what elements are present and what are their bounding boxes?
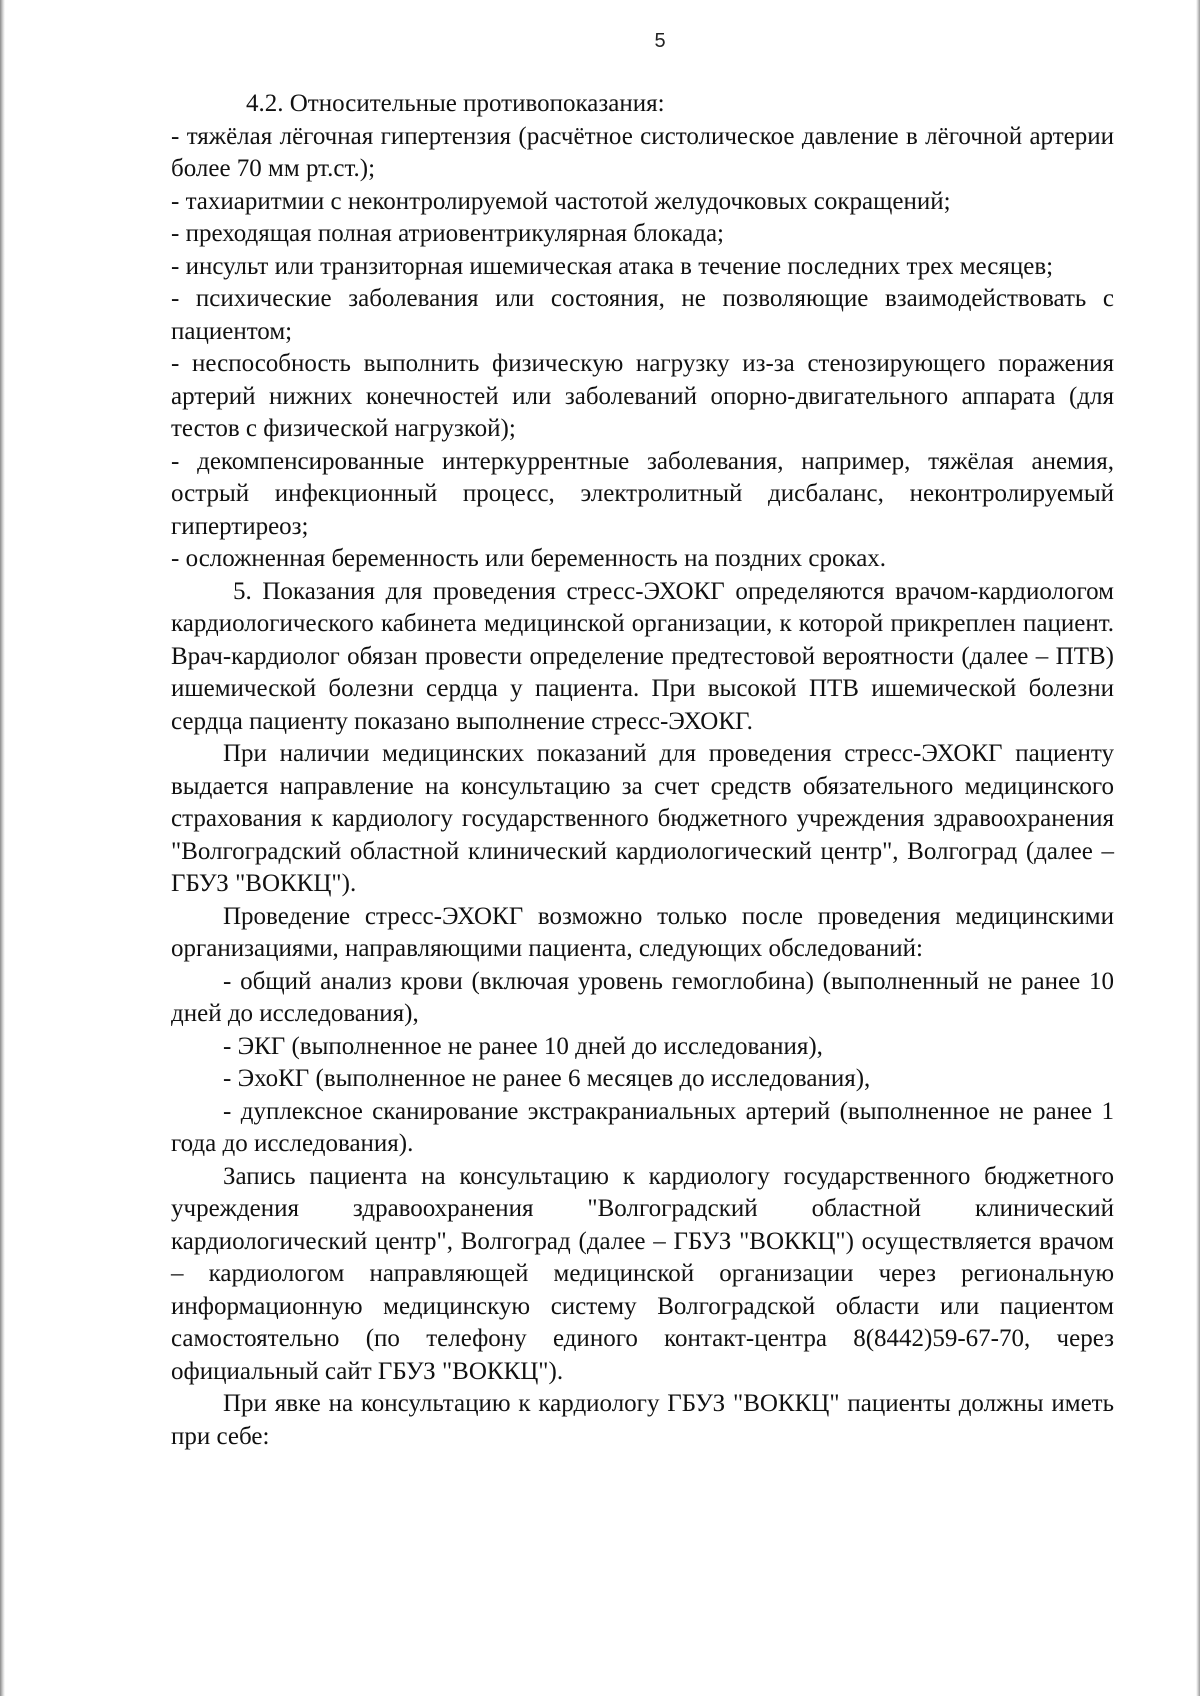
contraindication-item: - осложненная беременность или беременность на поздних сроках. — [171, 545, 887, 572]
scan-edge-right — [1196, 0, 1200, 1696]
contraindication-item: - декомпенсированные интеркуррентные заболевания, например, тяжёлая анемия, острый инфекционный процесс, электролитный дисбаланс, неконтролируемый гипертиреоз; — [171, 447, 1121, 540]
contraindication-item: - тахиаритмии с неконтролируемой частотой желудочковых сокращений; — [171, 187, 951, 215]
contraindication-item: - тяжёлая лёгочная гипертензия (расчётное систолическое давление в лёгочной артерии более 70 мм рт.ст.); — [171, 122, 1121, 182]
paragraph-indications: 5. Показания для проведения стресс-ЭХОКГ определяются врачом-кардиологом кардиологического кабинета медицинской организации, к которой прикреплен пациент. Врач-кардиолог обязан провести определение предтестовой вероятности (далее – ПТВ) ишемической болезни сердца у пациента. При высокой ПТВ ишемической болезни сердца пациенту показано выполнение стресс-ЭХОКГ. — [171, 577, 1121, 735]
paragraph-bring: При явке на консультацию к кардиологу ГБУЗ "ВОККЦ" пациенты должны иметь при себе: — [171, 1390, 1121, 1450]
exam-item: - ЭКГ (выполненное не ранее 10 дней до исследования), — [223, 1032, 823, 1060]
paragraph-appointment: Запись пациента на консультацию к кардиологу государственного бюджетного учреждения здравоохранения "Волгоградский областной клинический кардиологический центр", Волгоград (далее – ГБУЗ "ВОККЦ") осуществляется врачом – кардиологом направляющей медицинской организации через региональную информационную медицинскую систему Волгоградской области или пациентом самостоятельно (по телефону единого контакт-центра 8(8442)59-67-70, через официальный сайт ГБУЗ "ВОККЦ"). — [171, 1162, 1121, 1385]
contraindication-item: - психические заболевания или состояния, не позволяющие взаимодействовать с пациентом; — [171, 285, 1121, 345]
scan-edge-left — [0, 0, 5, 1696]
paragraph-referral: При наличии медицинских показаний для проведения стресс-ЭХОКГ пациенту выдается направление на консультацию за счет средств обязательного медицинского страхования к кардиологу государственного бюджетного учреждения здравоохранения "Волгоградский областной клинический кардиологический центр", Волгоград (далее – ГБУЗ "ВОККЦ"). — [171, 740, 1121, 897]
exam-item: - дуплексное сканирование экстракраниальных артерий (выполненное не ранее 1 года до исследования). — [171, 1097, 1121, 1157]
exam-item: - общий анализ крови (включая уровень гемоглобина) (выполненный не ранее 10 дней до исследования), — [171, 967, 1121, 1027]
contraindication-item: - преходящая полная атриовентрикулярная блокада; — [171, 220, 725, 247]
document-body — [171, 88, 1121, 1453]
contraindication-item: - инсульт или транзиторная ишемическая атака в течение последних трех месяцев; — [171, 252, 1054, 280]
section-heading: 4.2. Относительные противопоказания: — [246, 90, 665, 117]
exam-item: - ЭхоКГ (выполненное не ранее 6 месяцев до исследования), — [223, 1065, 871, 1092]
page-number: 5 — [654, 30, 666, 52]
paragraph-prerequisites: Проведение стресс-ЭХОКГ возможно только после проведения медицинскими организациями, направляющими пациента, следующих обследований: — [171, 902, 1121, 962]
contraindication-item: - неспособность выполнить физическую нагрузку из-за стенозирующего поражения артерий нижних конечностей или заболеваний опорно-двигательного аппарата (для тестов с физической нагрузкой); — [171, 350, 1121, 442]
